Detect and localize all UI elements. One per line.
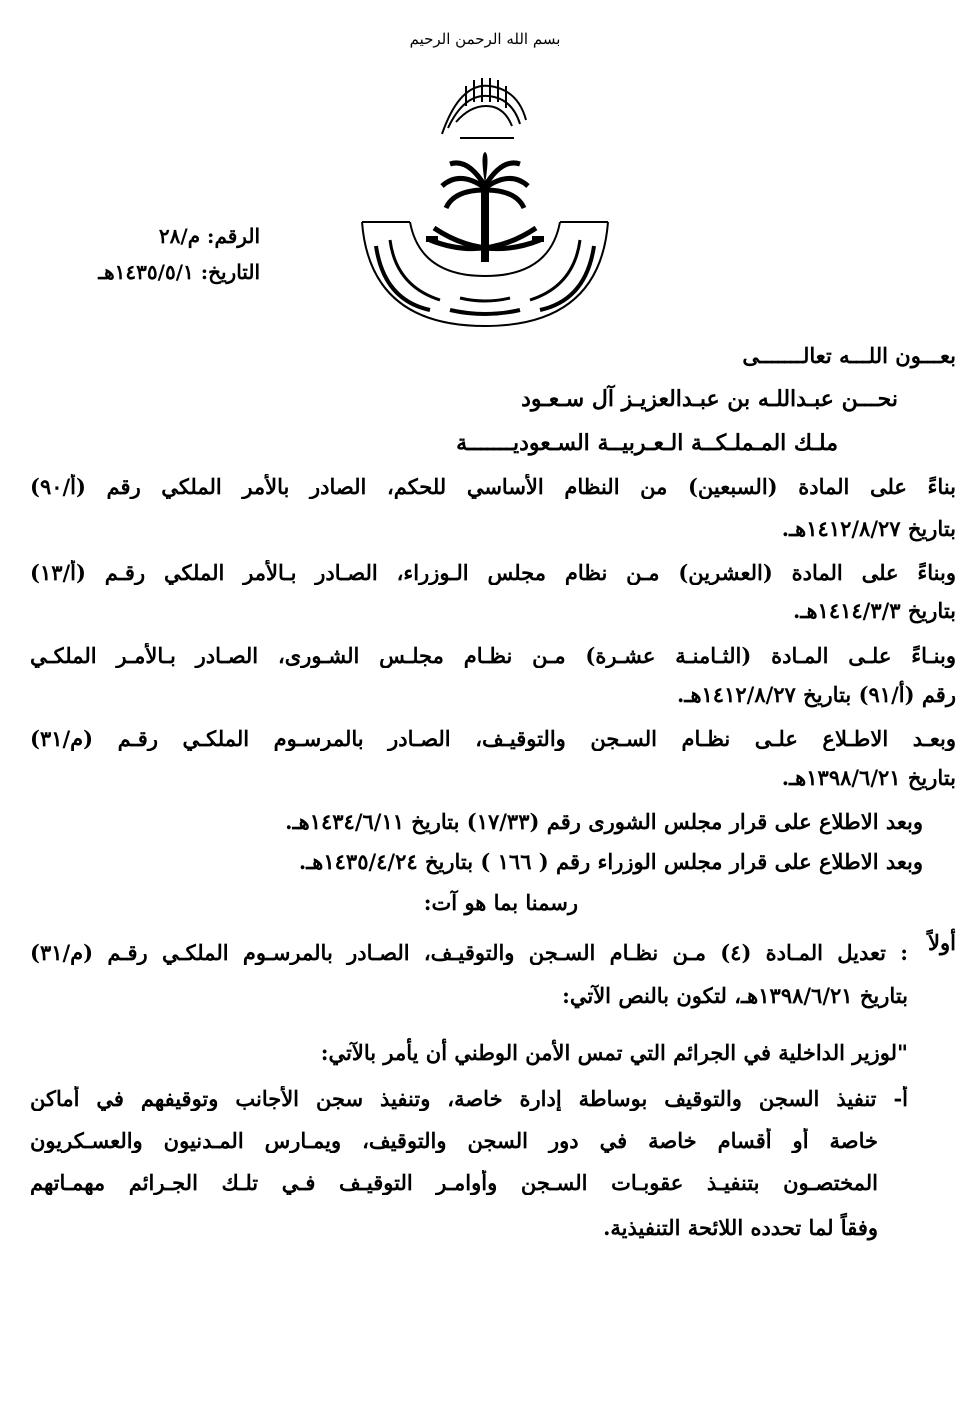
saudi-emblem-icon [350,150,620,330]
preamble-1-line-2: بتاريخ ١٤١٢/٨/٢٧هـ. [781,516,956,541]
reference-block [20,218,260,290]
issuer-title: ملـك المـملـكــة الـعـربيــة السـعوديـــــــة [456,430,838,456]
preamble-2-line-2: بتاريخ ١٤١٤/٣/٣هـ. [793,598,956,623]
basmala-calligraphy: بسم الله الرحمن الرحيم [409,30,561,48]
clause-first-line-1: : تعديل المـادة (٤) مـن نظـام السـجن والتوقيـف، الصـادر بالمرسـوم الملكـي رقـم (م/٣١) [30,940,908,965]
item-a-line-1: أ- تنفيذ السجن والتوقيف بوساطة إدارة خاصة، وتنفيذ سجن الأجانب وتوقيفهم في أماكن [30,1086,908,1111]
decree-number: الرقم: م/٢٨ [158,224,260,248]
decree-date: التاريخ: ١٤٣٥/٥/١هـ [98,260,260,284]
review-cabinet: وبعد الاطلاع على قرار مجلس الوزراء رقم ( ١٦٦ ) بتاريخ ١٤٣٥/٤/٢٤هـ. [298,849,923,874]
item-a-line-3: المختصـون بتنفيـذ عقوبـات السـجن وأوامـر التوقيـف فـي تلـك الجـرائم مهمـاتهم [30,1170,878,1195]
decree-intro: رسمنا بما هو آت: [423,890,578,915]
preamble-3-line-1: وبنـاءً علـى المـادة (الثـامنـة عشـرة) مـن نظـام مجلـس الشـورى، الصـادر بـالأمـر الملكـي [30,643,956,668]
item-a-line-4: وفقاً لما تحدده اللائحة التنفيذية. [603,1215,878,1240]
review-shura: وبعد الاطلاع على قرار مجلس الشورى رقم (١٧/٣٣) بتاريخ ١٤٣٤/٦/١١هـ. [285,809,923,834]
opening-invocation: بعـــون اللـــه تعالـــــــى [742,343,956,368]
issuer-name: نحـــن عبـداللـه بن عبـدالعزيـز آل سـعـود [521,386,898,412]
preamble-4-line-2: بتاريخ ١٣٩٨/٦/٢١هـ. [781,765,956,790]
preamble-1-line-1: بناءً على المادة (السبعين) من النظام الأساسي للحكم، الصادر بالأمر الملكي رقم (أ/٩٠) [30,474,956,499]
preamble-4-line-1: وبعـد الاطـلاع علـى نظـام السـجن والتوقيـف، الصـادر بالمرسـوم الملكـي رقـم (م/٣١) [30,726,956,751]
shahada-calligraphy-icon [430,72,540,152]
clause-first-quote: "لوزير الداخلية في الجرائم التي تمس الأمن الوطني أن يأمر بالآتي: [320,1040,908,1065]
clause-first-label: أولاً [928,930,956,955]
preamble-2-line-1: وبناءً على المادة (العشرين) مـن نظام مجلس الـوزراء، الصـادر بـالأمر الملكي رقـم (أ/١٣) [30,560,956,585]
item-a-line-2: خاصة أو أقسام خاصة في دور السجن والتوقيف، ويمـارس المـدنيون والعسـكريون [30,1128,878,1153]
preamble-3-line-2: رقم (أ/٩١) بتاريخ ١٤١٢/٨/٢٧هـ. [676,682,956,707]
clause-first-line-2: بتاريخ ١٣٩٨/٦/٢١هـ، لتكون بالنص الآتي: [562,983,908,1008]
